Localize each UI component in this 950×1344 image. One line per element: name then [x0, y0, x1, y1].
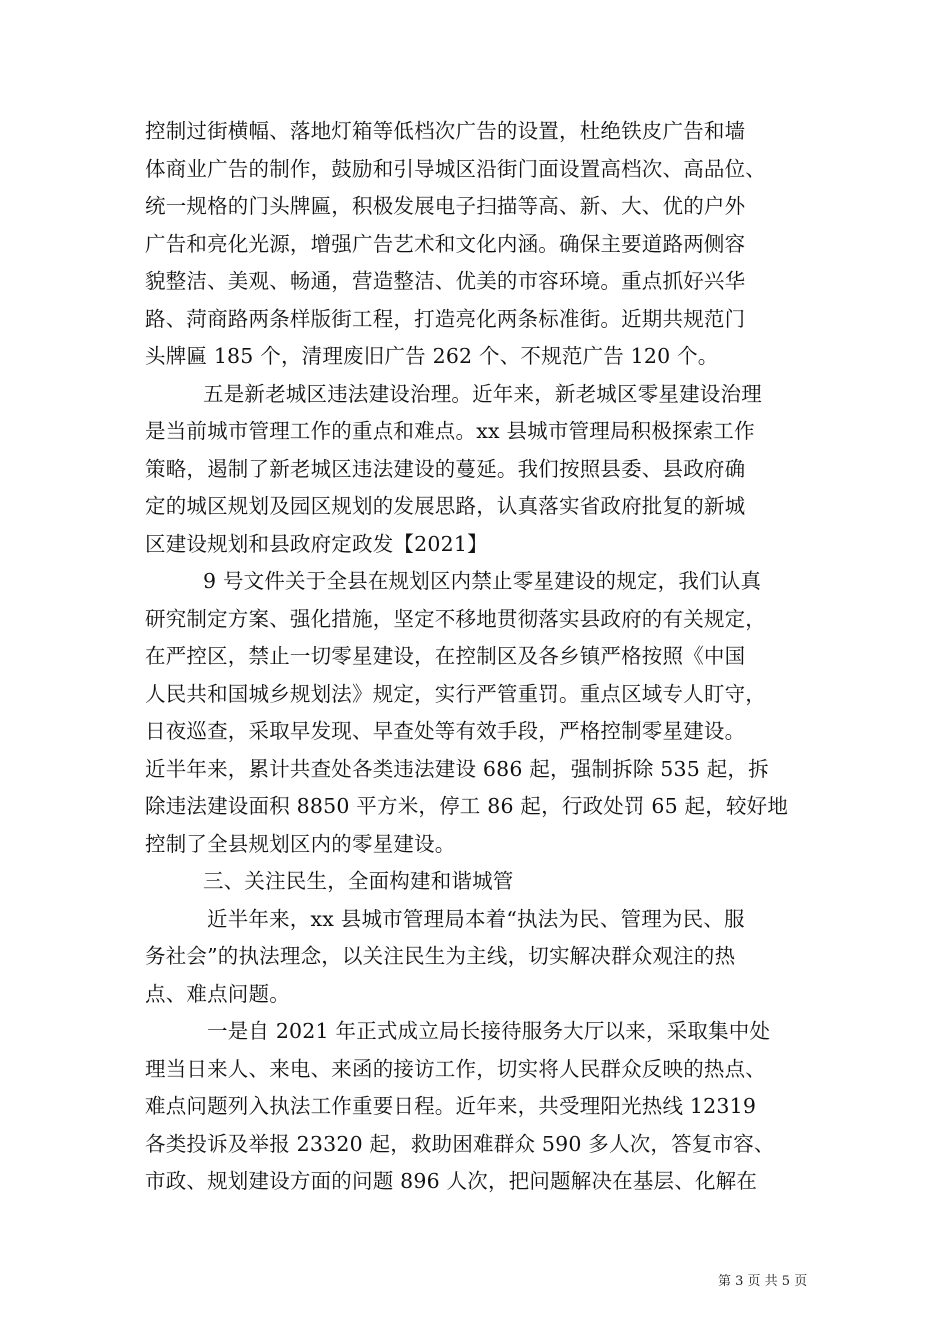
text-line: 除违法建设面积 8850 平方米，停工 86 起，行政处罚 65 起，较好地 — [145, 794, 789, 818]
page-footer: 第 3 页 共 5 页 — [718, 1274, 808, 1289]
text-line: 是当前城市管理工作的重点和难点。xx 县城市管理局积极探索工作 — [145, 419, 755, 443]
text-line: 理当日来人、来电、来函的接访工作，切实将人民群众反映的热点、 — [145, 1056, 766, 1081]
text-line: 日夜巡查，采取早发现、早查处等有效手段，严格控制零星建设。 — [145, 719, 746, 743]
text-line: 体商业广告的制作，鼓励和引导城区沿街门面设置高档次、高品位、 — [145, 156, 766, 181]
text-line: 市政、规划建设方面的问题 896 人次，把问题解决在基层、化解在 — [145, 1169, 758, 1193]
text-line: 控制过街横幅、落地灯箱等低档次广告的设置，杜绝铁皮广告和墙 — [145, 119, 746, 143]
text-line: 貌整洁、美观、畅通，营造整洁、优美的市容环境。重点抓好兴华 — [145, 269, 746, 293]
text-line: 策略，遏制了新老城区违法建设的蔓延。我们按照县委、县政府确 — [145, 456, 746, 481]
text-line: 务社会”的执法理念，以关注民生为主线，切实解决群众观注的热 — [145, 944, 736, 968]
text-line: 五是新老城区违法建设治理。近年来，新老城区零星建设治理 — [203, 381, 762, 406]
text-line: 在严控区，禁止一切零星建设，在控制区及各乡镇严格按照《中国 — [145, 644, 746, 668]
text-line: 难点问题列入执法工作重要日程。近年来，共受理阳光热线 12319 — [145, 1094, 757, 1118]
text-line: 近半年来，xx 县城市管理局本着“执法为民、管理为民、服 — [207, 906, 745, 931]
text-line: 路、菏商路两条样版街工程，打造亮化两条标准街。近期共规范门 — [145, 306, 746, 331]
text-line: 头牌匾 185 个，清理废旧广告 262 个、不规范广告 120 个。 — [145, 344, 719, 368]
text-line: 近半年来，累计共查处各类违法建设 686 起，强制拆除 535 起，拆 — [145, 756, 769, 781]
text-line: 定的城区规划及园区规划的发展思路，认真落实省政府批复的新城 — [145, 494, 746, 518]
text-line: 人民共和国城乡规划法》规定，实行严管重罚。重点区域专人盯守， — [145, 681, 766, 706]
body-text — [145, 113, 810, 1201]
text-line: 研究制定方案、强化措施，坚定不移地贯彻落实县政府的有关规定， — [145, 606, 766, 631]
text-line: 9 号文件关于全县在规划区内禁止零星建设的规定，我们认真 — [203, 569, 762, 593]
text-line: 统一规格的门头牌匾，积极发展电子扫描等高、新、大、优的户外 — [145, 194, 746, 218]
section-heading: 三、关注民生，全面构建和谐城管 — [203, 869, 514, 893]
text-line: 点、难点问题。 — [145, 981, 290, 1006]
text-line: 各类投诉及举报 23320 起，救助困难群众 590 多人次，答复市容、 — [145, 1131, 775, 1156]
text-line: 控制了全县规划区内的零星建设。 — [145, 831, 456, 856]
text-line: 一是自 2021 年正式成立局长接待服务大厅以来，采取集中处 — [207, 1019, 771, 1043]
text-line: 广告和亮化光源，增强广告艺术和文化内涵。确保主要道路两侧容 — [145, 231, 746, 256]
text-line: 区建设规划和县政府定政发【2021】 — [145, 531, 488, 556]
